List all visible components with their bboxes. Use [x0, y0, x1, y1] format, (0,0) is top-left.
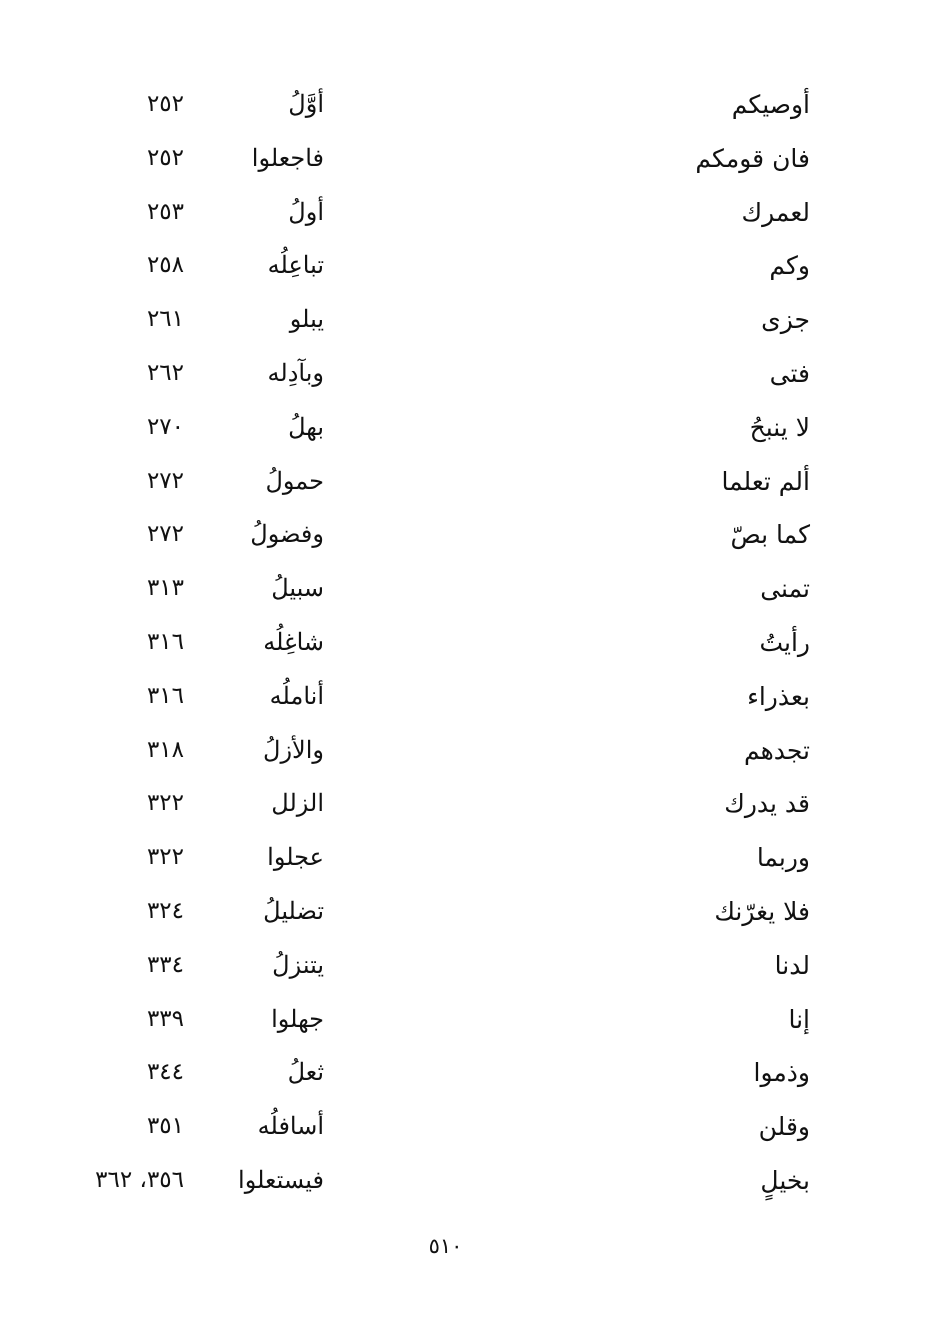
- rhyme-word: بهلُ: [288, 412, 324, 441]
- first-word: أوصيكم: [731, 90, 810, 119]
- first-word: فان قومكم: [695, 143, 810, 173]
- first-word: تجدهم: [743, 735, 810, 765]
- rhyme-word: أناملُه: [269, 681, 324, 710]
- rhyme-word: شاغِلُه: [263, 627, 324, 656]
- rhyme-word: وبآدِله: [267, 358, 324, 387]
- page-reference: ٣١٦: [146, 628, 184, 655]
- rhyme-word: وفضولُ: [250, 520, 324, 549]
- rhyme-word: جهلوا: [271, 1004, 324, 1033]
- first-word: وقلن: [758, 1112, 810, 1142]
- page-reference: ٣٤٤: [146, 1059, 184, 1086]
- index-row: [0, 724, 949, 778]
- index-row: [0, 831, 949, 885]
- first-word: بخيلٍ: [760, 1165, 810, 1195]
- index-row: [0, 132, 949, 186]
- page-reference: ٣٢٢: [146, 844, 184, 871]
- index-row: [0, 562, 949, 616]
- first-word: جزى: [761, 305, 810, 335]
- rhyme-word: فيستعلوا: [238, 1165, 324, 1194]
- page-reference: ٢٥٨: [146, 252, 184, 279]
- page-reference: ٣٥٦، ٣٦٢: [95, 1166, 184, 1193]
- first-word: وربما: [756, 843, 810, 873]
- rhyme-word: تباعِلُه: [267, 251, 324, 280]
- page-reference: ٢٥٢: [146, 144, 184, 171]
- index-row: [0, 78, 949, 132]
- page-reference: ٢٥٢: [146, 91, 184, 117]
- index-row: [0, 939, 949, 993]
- page-reference: ٣١٣: [146, 575, 184, 602]
- rhyme-word: أولُ: [288, 197, 324, 226]
- index-row: [0, 293, 949, 347]
- rhyme-word: عجلوا: [267, 843, 324, 872]
- index-row: [0, 347, 949, 401]
- index-row: [0, 239, 949, 293]
- page-number: ٥١٠: [428, 1234, 463, 1258]
- index-row: [0, 1046, 949, 1100]
- page-reference: ٣٢٤: [146, 897, 184, 924]
- page-reference: ٢٦٢: [146, 359, 184, 386]
- first-word: لعمرك: [741, 197, 810, 227]
- first-word: قد يدرك: [724, 789, 810, 819]
- rhyme-word: يتنزلُ: [272, 950, 324, 979]
- rhyme-word: حمولُ: [265, 466, 324, 495]
- page-reference: ٣٣٩: [146, 1005, 184, 1032]
- index-row: [0, 508, 949, 562]
- first-word: بعذراء: [747, 681, 810, 711]
- first-word: تمنى: [760, 574, 810, 604]
- page-reference: ٢٥٣: [146, 198, 184, 225]
- first-word: فلا يغرّنك: [714, 896, 810, 926]
- rhyme-word: فاجعلوا: [251, 143, 324, 172]
- verse-index-list: [0, 78, 949, 1208]
- page-reference: ٣٥١: [146, 1113, 184, 1140]
- page-reference: ٢٧٢: [146, 467, 184, 494]
- page-reference: ٣٣٤: [146, 951, 184, 978]
- first-word: كما بصّ: [730, 520, 810, 550]
- rhyme-word: ثعلُ: [287, 1058, 324, 1087]
- index-row: [0, 1100, 949, 1154]
- page-reference: ٢٧٠: [146, 413, 184, 440]
- index-row: [0, 993, 949, 1047]
- page-reference: ٣١٨: [146, 736, 184, 763]
- page-reference: ٣٢٢: [146, 790, 184, 817]
- rhyme-word: تضليلُ: [263, 896, 324, 925]
- rhyme-word: أوَّلُ: [288, 90, 324, 118]
- first-word: فتى: [769, 358, 810, 388]
- first-word: وكم: [769, 251, 810, 281]
- first-word: وذموا: [753, 1058, 810, 1088]
- index-row: [0, 777, 949, 831]
- rhyme-word: يبلو: [289, 305, 324, 334]
- rhyme-word: أسافلُه: [257, 1112, 324, 1141]
- index-row: [0, 885, 949, 939]
- first-word: لدنا: [774, 950, 810, 980]
- rhyme-word: سبيلُ: [271, 574, 324, 603]
- first-word: ألم تعلما: [721, 466, 810, 496]
- index-row: [0, 455, 949, 509]
- index-row: [0, 616, 949, 670]
- page-reference: ٣١٦: [146, 682, 184, 709]
- rhyme-word: والأزلُ: [263, 735, 324, 764]
- index-row: [0, 670, 949, 724]
- index-row: [0, 401, 949, 455]
- first-word: إنا: [788, 1004, 810, 1034]
- rhyme-word: الزلل: [271, 789, 324, 818]
- page-reference: ٢٧٢: [146, 521, 184, 548]
- index-row: [0, 1154, 949, 1208]
- first-word: لا ينبحُ: [749, 412, 810, 442]
- page-reference: ٢٦١: [146, 306, 184, 333]
- first-word: رأيتُ: [759, 627, 810, 657]
- index-row: [0, 186, 949, 240]
